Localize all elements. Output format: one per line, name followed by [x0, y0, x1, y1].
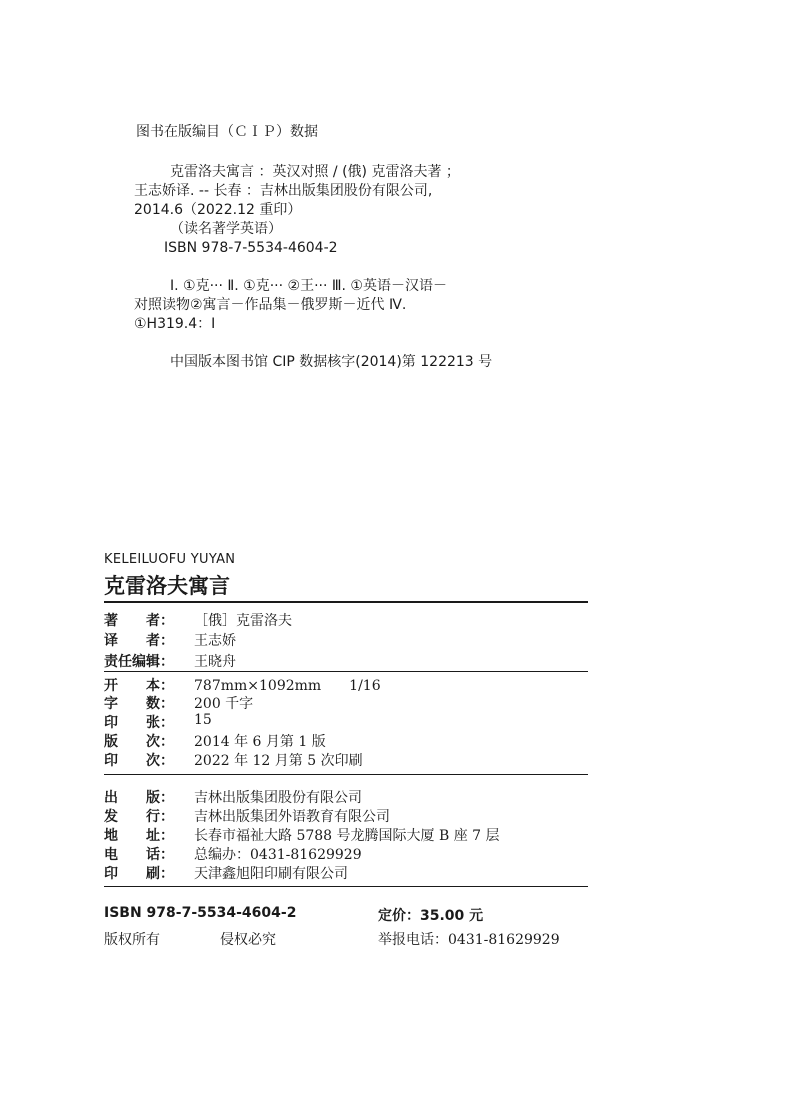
cip-line: 对照读物②寓言－作品集－俄罗斯－近代 Ⅳ. [134, 297, 407, 313]
printer-label: 印 刷： [104, 866, 174, 882]
detail-value-format: 787mm×1092mm 1/16 [194, 678, 381, 694]
detail-value-printing: 2022 年 12 月第 5 次印刷 [194, 753, 363, 769]
distributor-label: 发 行： [104, 809, 174, 825]
cip-line: ①H319.4：I [134, 316, 216, 332]
piracy-notice: 侵权必究 [220, 932, 276, 948]
book-title: 克雷洛夫寓言 [104, 574, 230, 598]
cip-record-number: 中国版本图书馆 CIP 数据核字(2014)第 122213 号 [170, 354, 493, 370]
detail-label-editor: 责任编辑： [104, 654, 174, 670]
cip-line: 王志娇译. -- 长春 ：吉林出版集团股份有限公司, [134, 183, 433, 199]
cip-line: Ⅰ. ①克··· Ⅱ. ①克··· ②王··· Ⅲ. ①英语－汉语－ [170, 278, 447, 294]
publisher-label: 出 版： [104, 790, 174, 806]
cip-line: 克雷洛夫寓言 ：英汉对照 / (俄) 克雷洛夫著 ； [170, 164, 460, 180]
cip-line: （读名著学英语） [170, 221, 282, 237]
footer-isbn: ISBN 978-7-5534-4604-2 [104, 905, 297, 921]
report-phone: 举报电话：0431-81629929 [378, 932, 560, 948]
detail-label-format: 开 本： [104, 678, 174, 694]
printer-value: 天津鑫旭阳印刷有限公司 [194, 866, 348, 882]
detail-value-sheets: 15 [194, 712, 212, 728]
address-value: 长春市福祉大路 5788 号龙腾国际大厦 B 座 7 层 [194, 828, 500, 844]
cip-line: 2014.6（2022.12 重印） [134, 202, 302, 218]
pinyin-title: KELEILUOFU YUYAN [104, 552, 236, 567]
phone-label: 电 话： [104, 847, 174, 863]
detail-value-editor: 王晓舟 [194, 654, 236, 670]
divider [104, 774, 588, 775]
divider [104, 671, 588, 672]
detail-label-translator: 译 者： [104, 633, 174, 649]
copyright-notice: 版权所有 [104, 932, 160, 948]
detail-label-printing: 印 次： [104, 753, 174, 769]
cip-isbn: ISBN 978-7-5534-4604-2 [164, 240, 338, 256]
price: 定价：35.00 元 [378, 908, 484, 924]
cip-heading: 图书在版编目（ＣＩＰ）数据 [136, 124, 318, 140]
publisher-value: 吉林出版集团股份有限公司 [194, 790, 362, 806]
detail-label-wordcount: 字 数： [104, 696, 174, 712]
detail-label-edition: 版 次： [104, 734, 174, 750]
distributor-value: 吉林出版集团外语教育有限公司 [194, 809, 390, 825]
address-label: 地 址： [104, 828, 174, 844]
detail-value-author: ［俄］克雷洛夫 [194, 613, 292, 629]
detail-value-wordcount: 200 千字 [194, 696, 254, 712]
detail-value-edition: 2014 年 6 月第 1 版 [194, 734, 326, 750]
phone-value: 总编办：0431-81629929 [194, 847, 362, 863]
detail-label-sheets: 印 张： [104, 715, 174, 731]
detail-label-author: 著 者： [104, 613, 174, 629]
detail-value-translator: 王志娇 [194, 633, 236, 649]
divider [104, 886, 588, 887]
title-rule [104, 601, 588, 603]
